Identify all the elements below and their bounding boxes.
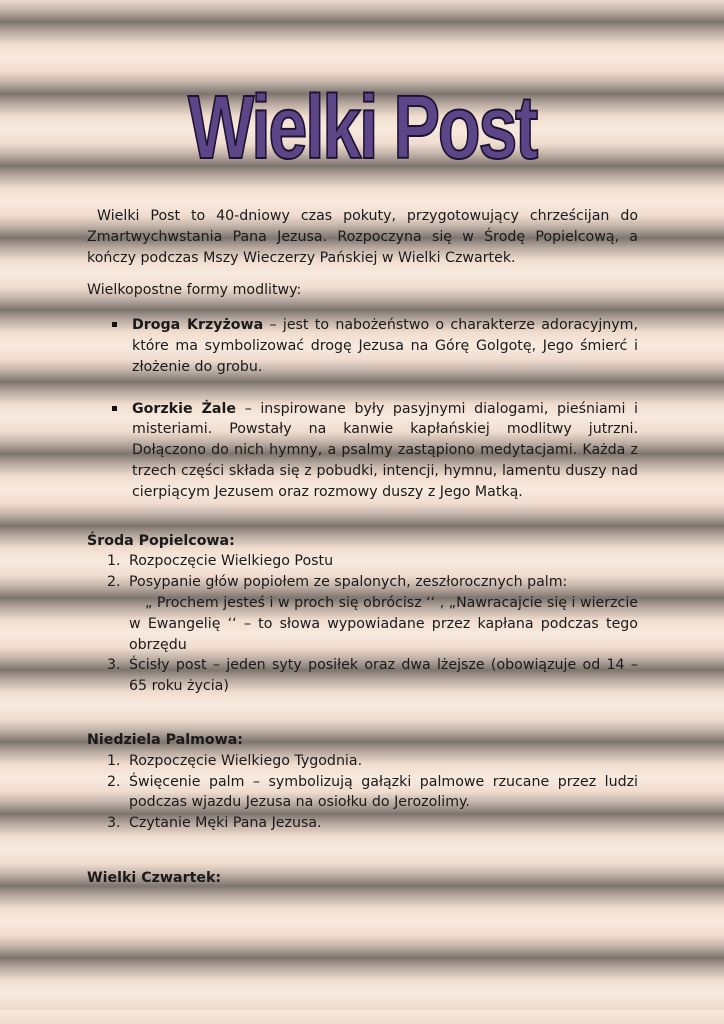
document-body xyxy=(87,206,638,889)
page-title: Wielki Post xyxy=(187,78,537,178)
list-item xyxy=(87,315,638,377)
section-heading-czwartek: Wielki Czwartek: xyxy=(87,869,222,886)
sroda-list xyxy=(87,551,638,697)
list-item-text: Posypanie głów popiołem ze spalonych, zeszłorocznych palm: xyxy=(129,574,568,591)
list-number: 2. xyxy=(107,574,121,591)
list-number: 3. xyxy=(107,815,121,832)
list-number: 1. xyxy=(107,752,121,769)
list-item xyxy=(87,813,638,834)
list-item-text: – jest to nabożeństwo o charakterze adoracyjnym, które ma symbolizować drogę Jezusa na Górę Golgotę, Jego śmierć i złożenie do grobu. xyxy=(132,317,639,375)
list-number: 3. xyxy=(107,657,121,674)
list-item-text: Czytanie Męki Pana Jezusa. xyxy=(129,815,322,832)
list-item-text: Rozpoczęcie Wielkiego Tygodnia. xyxy=(129,752,363,769)
list-item xyxy=(87,551,638,572)
list-number: 2. xyxy=(107,773,121,790)
list-item-text: Ścisły post – jeden syty posiłek oraz dwa lżejsze (obowiązuje od 14 – 65 roku życia) xyxy=(129,657,638,695)
list-item-text: Rozpoczęcie Wielkiego Postu xyxy=(129,553,334,570)
list-number: 1. xyxy=(107,553,121,570)
intro-paragraph: Wielki Post to 40-dniowy czas pokuty, przygotowujący chrześcijan do Zmartwychwstania Pana Jezusa. Rozpoczyna się w Środę Popielcową, a kończy podczas Mszy Wieczerzy Pańskiej w Wielki Czwartek. xyxy=(87,208,638,266)
niedziela-list xyxy=(87,751,638,834)
list-item-term: Gorzkie Żale xyxy=(132,400,236,417)
list-item-text: Święcenie palm – symbolizują gałązki palmowe rzucane przez ludzi podczas wjazdu Jezusa na osiołku do Jerozolimy. xyxy=(129,773,638,811)
square-bullet-icon xyxy=(112,406,117,411)
section-heading-sroda: Środa Popielcowa: xyxy=(87,532,235,549)
list-item xyxy=(87,655,638,697)
prayer-forms-list xyxy=(87,315,638,502)
list-item xyxy=(87,572,638,655)
list-item-quote: „ Prochem jesteś i w proch się obrócisz ‘‘ , „Nawracajcie się i wierzcie w Ewangelię ‘‘ – to słowa wypowiadane przez kapłana podczas tego obrzędu xyxy=(129,594,638,653)
list-item xyxy=(87,772,638,814)
list-item xyxy=(87,399,638,503)
list-item-term: Droga Krzyżowa xyxy=(132,317,264,334)
section-heading-niedziela: Niedziela Palmowa: xyxy=(87,731,243,748)
prayer-forms-heading: Wielkopostne formy modlitwy: xyxy=(87,282,302,299)
list-item-text: – inspirowane były pasyjnymi dialogami, pieśniami i misteriami. Powstały na kanwie kapłańskiej modlitwy jutrzni. Dołączono do nich hymny, a psalmy zastąpiono medytacjami. Każda z trzech części składa się z pobudki, intencji, hymnu, lamentu duszy nad cierpiącym Jezusem oraz rozmowy duszy z Jego Matką. xyxy=(132,400,639,500)
square-bullet-icon xyxy=(112,322,117,327)
list-item xyxy=(87,751,638,772)
